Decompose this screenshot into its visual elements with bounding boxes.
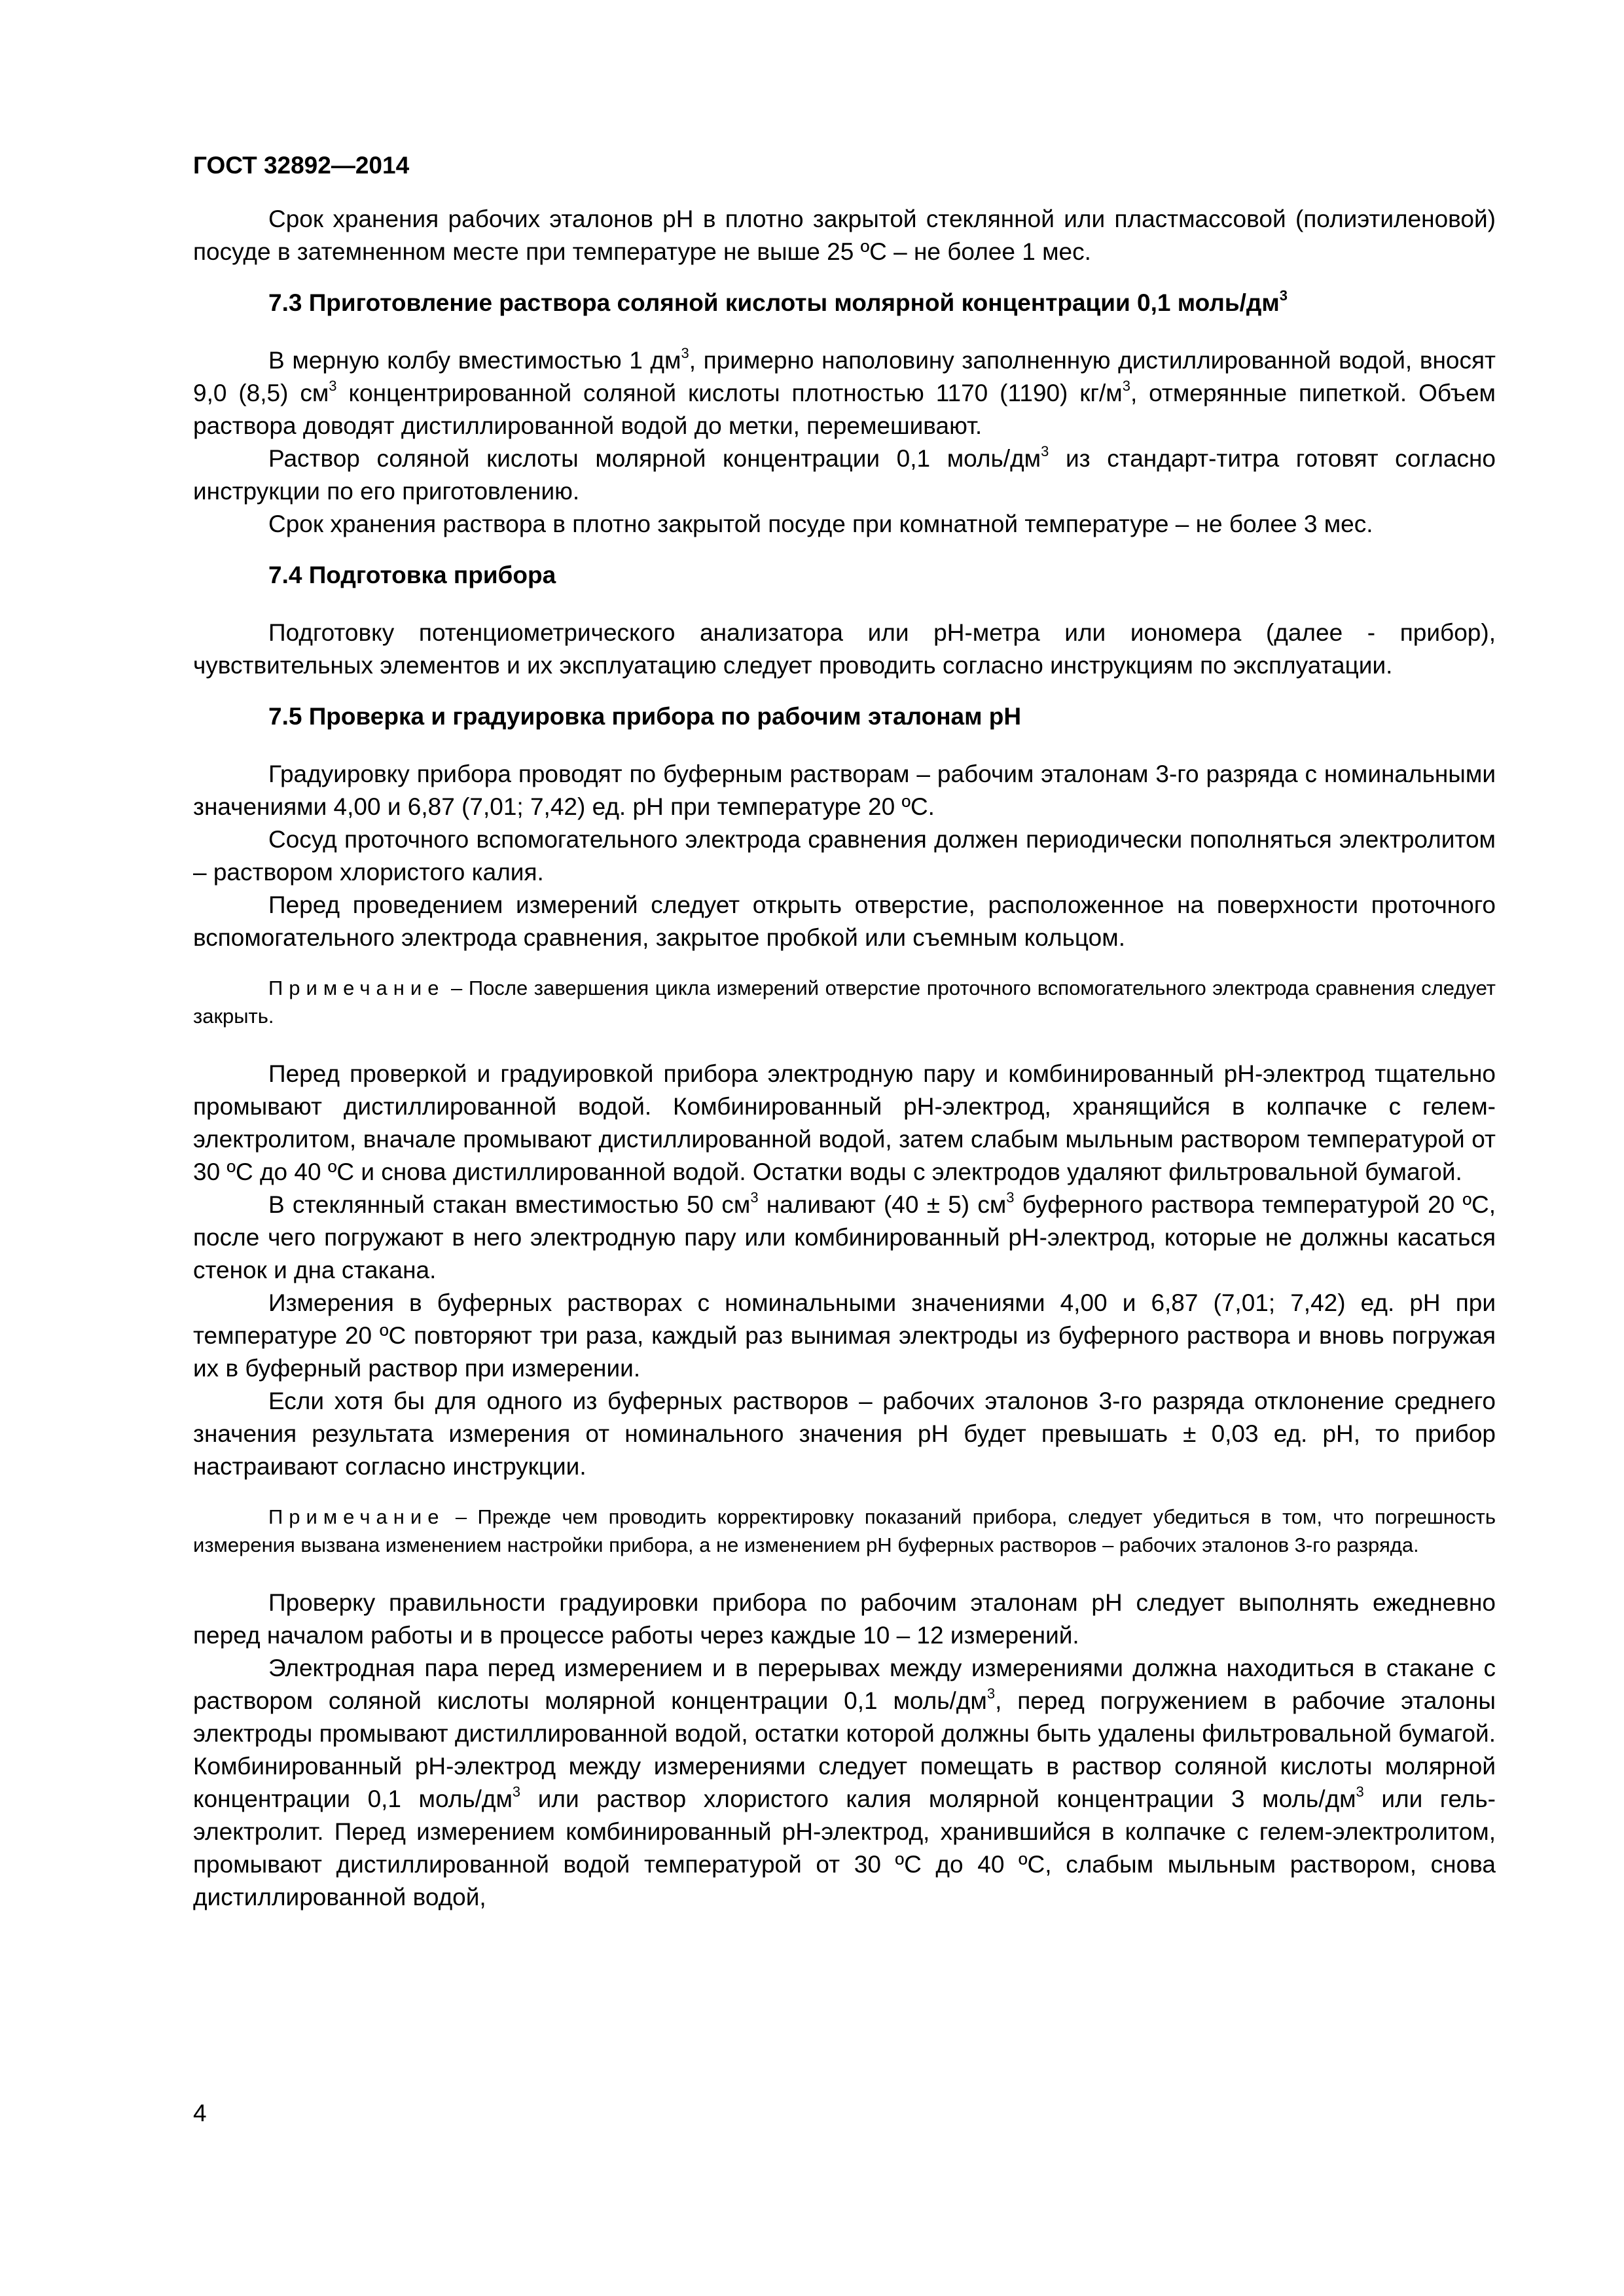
paragraph: Проверку правильности градуировки прибора по рабочим эталонам рН следует выполнять ежедневно перед началом работы и в процессе работы через каждые 10 – 12 измерений.	[193, 1589, 1496, 1649]
section-heading-7-5: 7.5 Проверка и градуировка прибора по рабочим эталонам рН	[268, 703, 1022, 730]
text-run: , отмерянные пипеткой. Объем раствора доводят дистиллированной водой до метки, перемешивают.	[193, 380, 1496, 439]
section-title: 7.3 Приготовление раствора соляной кислоты молярной концентрации 0,1 моль/дм	[268, 289, 1280, 316]
document-header: ГОСТ 32892—2014	[193, 152, 410, 179]
text-run: концентрированной соляной кислоты плотностью 1170 (1190) кг/м	[336, 380, 1123, 406]
superscript: 3	[750, 1189, 759, 1206]
text-run: наливают (40 ± 5) см	[758, 1191, 1007, 1218]
note	[193, 974, 1496, 1030]
paragraph: Перед проверкой и градуировкой прибора электродную пару и комбинированный рН-электрод тщательно промывают дистиллированной водой. Комбинированный рН-электрод, хранящийся в колпачке с гелем-электролитом, вначале промывают дистиллированной водой, затем слабым мыльным раствором температурой от 30 ºС до 40 ºС и снова дистиллированной водой. Остатки воды с электродов удаляют фильтровальной бумагой.	[193, 1060, 1496, 1185]
text-run: Электродная пара перед измерением и в перерывах между измерениями должна находиться в стакане с раствором соляной кислоты молярной концентрации 0,1 моль/дм	[193, 1655, 1496, 1714]
note-label: Примечание	[268, 1505, 445, 1528]
paragraph: Сосуд проточного вспомогательного электрода сравнения должен периодически пополняться электролитом – раствором хлористого калия.	[193, 826, 1496, 886]
paragraph: Градуировку прибора проводят по буферным растворам – рабочим эталонам 3-го разряда с номинальными значениями 4,00 и 6,87 (7,01; 7,42) ед. рН при температуре 20 ºС.	[193, 761, 1496, 820]
superscript: 3	[681, 345, 689, 361]
section-heading-7-4: 7.4 Подготовка прибора	[268, 562, 556, 588]
superscript: 3	[986, 1685, 996, 1702]
paragraph	[193, 1189, 1496, 1287]
paragraph	[193, 1652, 1496, 1914]
section-heading-7-3	[193, 287, 1496, 319]
superscript: 3	[512, 1784, 521, 1800]
superscript: 3	[329, 378, 337, 394]
paragraph: Срок хранения раствора в плотно закрытой посуде при комнатной температуре – не более 3 мес.	[268, 511, 1373, 537]
paragraph: Измерения в буферных растворах с номинальными значениями 4,00 и 6,87 (7,01; 7,42) ед. рН при температуре 20 ºС повторяют три раза, каждый раз вынимая электроды из буферного раствора и вновь погружая их в буферный раствор при измерении.	[193, 1289, 1496, 1382]
text-run: , перед погружением в рабочие эталоны электроды промывают дистиллированной водой, остатки которой должны быть удалены фильтровальной бумагой. Комбинированный рН-электрод между измерениями следует помещать в раствор соляной кислоты молярной концентрации 0,1 моль/дм	[193, 1687, 1496, 1812]
note-text: – Прежде чем проводить корректировку показаний прибора, следует убедиться в том, что погрешность измерения вызвана изменением настройки прибора, а не изменением рН буферных растворов – рабочих эталонов 3-го разряда.	[193, 1505, 1496, 1556]
paragraph	[193, 442, 1496, 508]
paragraph: Если хотя бы для одного из буферных растворов – рабочих эталонов 3-го разряда отклонение среднего значения результата измерения от номинального значения рН будет превышать ± 0,03 ед. рН, то прибор настраивают согласно инструкции.	[193, 1388, 1496, 1480]
superscript: 3	[1279, 287, 1288, 304]
paragraph: Перед проведением измерений следует открыть отверстие, расположенное на поверхности проточного вспомогательного электрода сравнения, закрытое пробкой или съемным кольцом.	[193, 891, 1496, 951]
paragraph: Подготовку потенциометрического анализатора или рН-метра или иономера (далее - прибор), чувствительных элементов и их эксплуатацию следует проводить согласно инструкциям по эксплуатации.	[193, 619, 1496, 679]
paragraph	[193, 344, 1496, 442]
page-number: 4	[193, 2100, 207, 2126]
superscript: 3	[1006, 1189, 1015, 1206]
superscript: 3	[1356, 1784, 1364, 1800]
text-run: В стеклянный стакан вместимостью 50 см	[268, 1191, 751, 1218]
note-label: Примечание	[268, 977, 445, 999]
superscript: 3	[1122, 378, 1130, 394]
text-run: Раствор соляной кислоты молярной концентрации 0,1 моль/дм	[268, 445, 1041, 472]
text-run: или гель-электролит. Перед измерением комбинированный рН-электрод, хранившийся в колпачке с гелем-электролитом, промывают дистиллированной водой температурой от 30 ºС до 40 ºС, слабым мыльным раствором, снова дистиллированной водой,	[193, 1785, 1496, 1910]
note	[193, 1503, 1496, 1559]
page-content	[193, 149, 1496, 1914]
paragraph: Срок хранения рабочих эталонов рН в плотно закрытой стеклянной или пластмассовой (полиэтиленовой) посуде в затемненном месте при температуре не выше 25 ºС – не более 1 мес.	[193, 206, 1496, 265]
text-run: буферного раствора температурой 20 ºС, после чего погружают в него электродную пару или комбинированный рН-электрод, которые не должны касаться стенок и дна стакана.	[193, 1191, 1496, 1283]
superscript: 3	[1041, 443, 1049, 459]
text-run: или раствор хлористого калия молярной концентрации 3 моль/дм	[520, 1785, 1356, 1812]
text-run: , примерно наполовину заполненную дистиллированной водой, вносят 9,0 (8,5) см	[193, 347, 1496, 406]
text-run: из стандарт-титра готовят согласно инструкции по его приготовлению.	[193, 445, 1496, 505]
text-run: В мерную колбу вместимостью 1 дм	[268, 347, 681, 374]
note-text: – После завершения цикла измерений отверстие проточного вспомогательного электрода сравнения следует закрыть.	[193, 977, 1496, 1028]
